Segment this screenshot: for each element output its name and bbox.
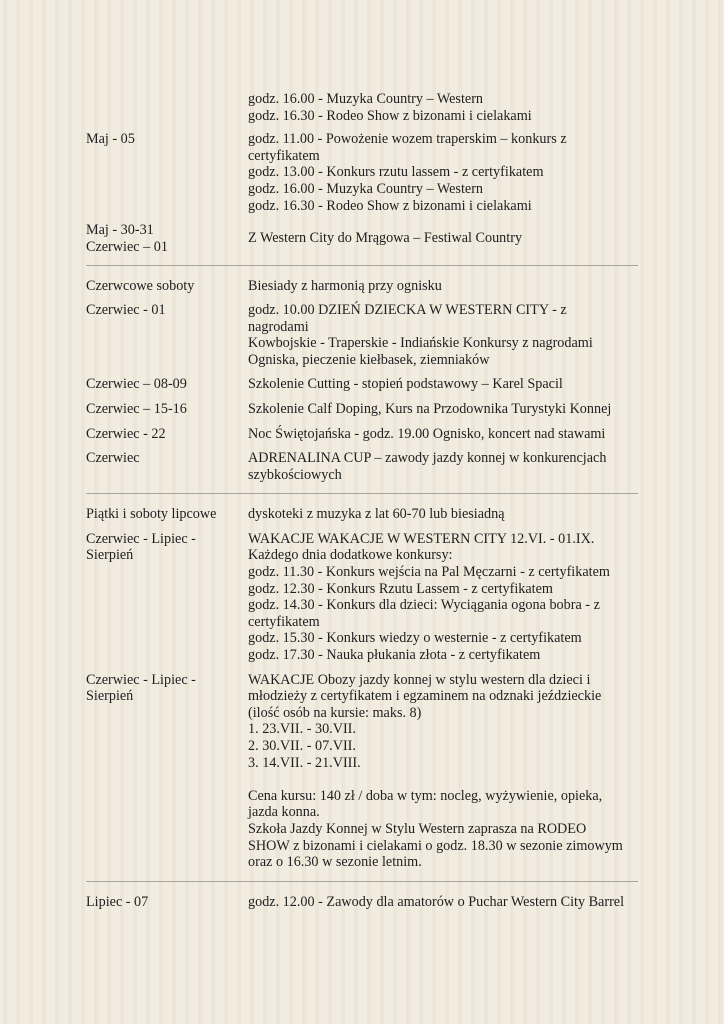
schedule-row (86, 131, 638, 214)
desc-line: certyfikatem (248, 147, 320, 164)
desc-line: Kowbojskie - Traperskie - Indiańskie Konkursy z nagrodami (248, 335, 593, 352)
schedule-row (86, 426, 638, 443)
desc-line: Z Western City do Mrągowa – Festiwal Country (248, 230, 523, 247)
schedule-row (86, 531, 638, 664)
schedule-row (86, 278, 638, 295)
desc-line: Szkolenie Calf Doping, Kurs na Przodownika Turystyki Konnej (248, 400, 612, 417)
date-line: Czerwiec – 15-16 (86, 400, 187, 417)
row-date (86, 450, 248, 467)
row-description (248, 131, 638, 214)
schedule-row (86, 401, 638, 418)
row-date (86, 131, 248, 148)
row-description (248, 91, 638, 124)
row-description (248, 278, 638, 295)
desc-line: Biesiady z harmonią przy ognisku (248, 278, 442, 295)
desc-line: ADRENALINA CUP – zawody jazdy konnej w konkurencjach (248, 450, 607, 467)
row-description (248, 376, 638, 393)
desc-line: Ogniska, pieczenie kiełbasek, ziemniaków (248, 351, 490, 368)
schedule-row (86, 672, 638, 871)
row-date (86, 302, 248, 319)
row-date (86, 278, 248, 295)
date-line: Czerwiec – 01 (86, 238, 168, 255)
date-line: Czerwcowe soboty (86, 278, 195, 295)
schedule-page (86, 91, 638, 910)
desc-line: godz. 17.30 - Nauka płukania złota - z certyfikatem (248, 647, 541, 664)
desc-line: godz. 13.00 - Konkurs rzutu lassem - z certyfikatem (248, 164, 544, 181)
date-line: Czerwiec - 01 (86, 301, 166, 318)
desc-line: godz. 16.00 - Muzyka Country – Western (248, 91, 484, 107)
schedule-row (86, 91, 638, 124)
row-description (248, 672, 638, 871)
desc-line: godz. 11.00 - Powożenie wozem traperskim – konkurs z (248, 131, 567, 148)
date-line: Maj - 05 (86, 131, 135, 148)
desc-line: godz. 11.30 - Konkurs wejścia na Pal Męczarni - z certyfikatem (248, 564, 610, 581)
desc-line: godz. 15.30 - Konkurs wiedzy o westernie - z certyfikatem (248, 630, 582, 647)
desc-line: Cena kursu: 140 zł / doba w tym: nocleg, wyżywienie, opieka, (248, 787, 603, 804)
desc-line: Szkoła Jazdy Konnej w Stylu Western zaprasza na RODEO (248, 820, 587, 837)
date-line: Sierpień (86, 688, 134, 705)
desc-line: godz. 16.30 - Rodeo Show z bizonami i cielakami (248, 197, 532, 214)
row-date (86, 376, 248, 393)
row-description (248, 894, 638, 911)
date-line: Czerwiec (86, 450, 140, 467)
row-description (248, 230, 638, 247)
desc-line: młodzieży z certyfikatem i egzaminem na odznaki jeździeckie (248, 688, 602, 705)
row-date (86, 426, 248, 443)
row-description (248, 450, 638, 483)
row-date (86, 506, 248, 523)
desc-line: szybkościowych (248, 466, 342, 483)
schedule-row (86, 302, 638, 368)
desc-line: godz. 10.00 DZIEŃ DZIECKA W WESTERN CITY - z (248, 301, 567, 318)
date-line: Czerwiec - Lipiec - (86, 530, 196, 547)
desc-line: WAKACJE WAKACJE W WESTERN CITY 12.VI. - 01.IX. (248, 530, 595, 547)
row-description (248, 531, 638, 664)
row-description (248, 302, 638, 368)
desc-line: 1. 23.VII. - 30.VII. (248, 721, 356, 738)
desc-line: 3. 14.VII. - 21.VIII. (248, 754, 361, 771)
desc-line: SHOW z bizonami i cielakami o godz. 18.30 w sezonie zimowym (248, 837, 623, 854)
desc-line: Noc Świętojańska - godz. 19.00 Ognisko, koncert nad stawami (248, 425, 606, 442)
desc-line: godz. 16.30 - Rodeo Show z bizonami i cielakami (248, 107, 532, 124)
desc-line: certyfikatem (248, 613, 320, 630)
row-date (86, 401, 248, 418)
date-line: Sierpień (86, 547, 134, 564)
desc-line: nagrodami (248, 318, 309, 335)
row-description (248, 401, 638, 418)
schedule-row (86, 450, 638, 483)
row-description (248, 426, 638, 443)
row-date (86, 531, 248, 564)
desc-line: Każdego dnia dodatkowe konkursy: (248, 547, 453, 564)
desc-line: godz. 12.00 - Zawody dla amatorów o Puchar Western City Barrel (248, 893, 625, 910)
desc-spacer (248, 771, 638, 788)
desc-line: (ilość osób na kursie: maks. 8) (248, 704, 422, 721)
date-line: Lipiec - 07 (86, 893, 149, 910)
desc-line: dyskoteki z muzyka z lat 60-70 lub biesiadną (248, 506, 505, 523)
desc-line: 2. 30.VII. - 07.VII. (248, 738, 356, 754)
desc-line: godz. 16.00 - Muzyka Country – Western (248, 180, 484, 197)
section-divider (86, 265, 638, 266)
schedule-row (86, 506, 638, 523)
section-divider (86, 881, 638, 882)
schedule-row (86, 894, 638, 911)
row-description (248, 506, 638, 523)
desc-line: WAKACJE Obozy jazdy konnej w stylu western dla dzieci i (248, 671, 591, 688)
row-date (86, 222, 248, 255)
desc-line: oraz o 16.30 w sezonie letnim. (248, 854, 422, 871)
date-line: Maj - 30-31 (86, 222, 154, 239)
date-line: Czerwiec - 22 (86, 425, 166, 442)
row-date (86, 672, 248, 705)
schedule-row (86, 376, 638, 393)
schedule-row (86, 222, 638, 255)
date-line: Czerwiec – 08-09 (86, 376, 187, 393)
row-date (86, 894, 248, 911)
desc-line: godz. 14.30 - Konkurs dla dzieci: Wyciągania ogona bobra - z (248, 597, 600, 614)
section-divider (86, 493, 638, 494)
date-line: Czerwiec - Lipiec - (86, 671, 196, 688)
desc-line: Szkolenie Cutting - stopień podstawowy – Karel Spacil (248, 376, 563, 393)
date-line: Piątki i soboty lipcowe (86, 506, 217, 523)
desc-line: godz. 12.30 - Konkurs Rzutu Lassem - z certyfikatem (248, 580, 553, 597)
desc-line: jazda konna. (248, 804, 320, 821)
